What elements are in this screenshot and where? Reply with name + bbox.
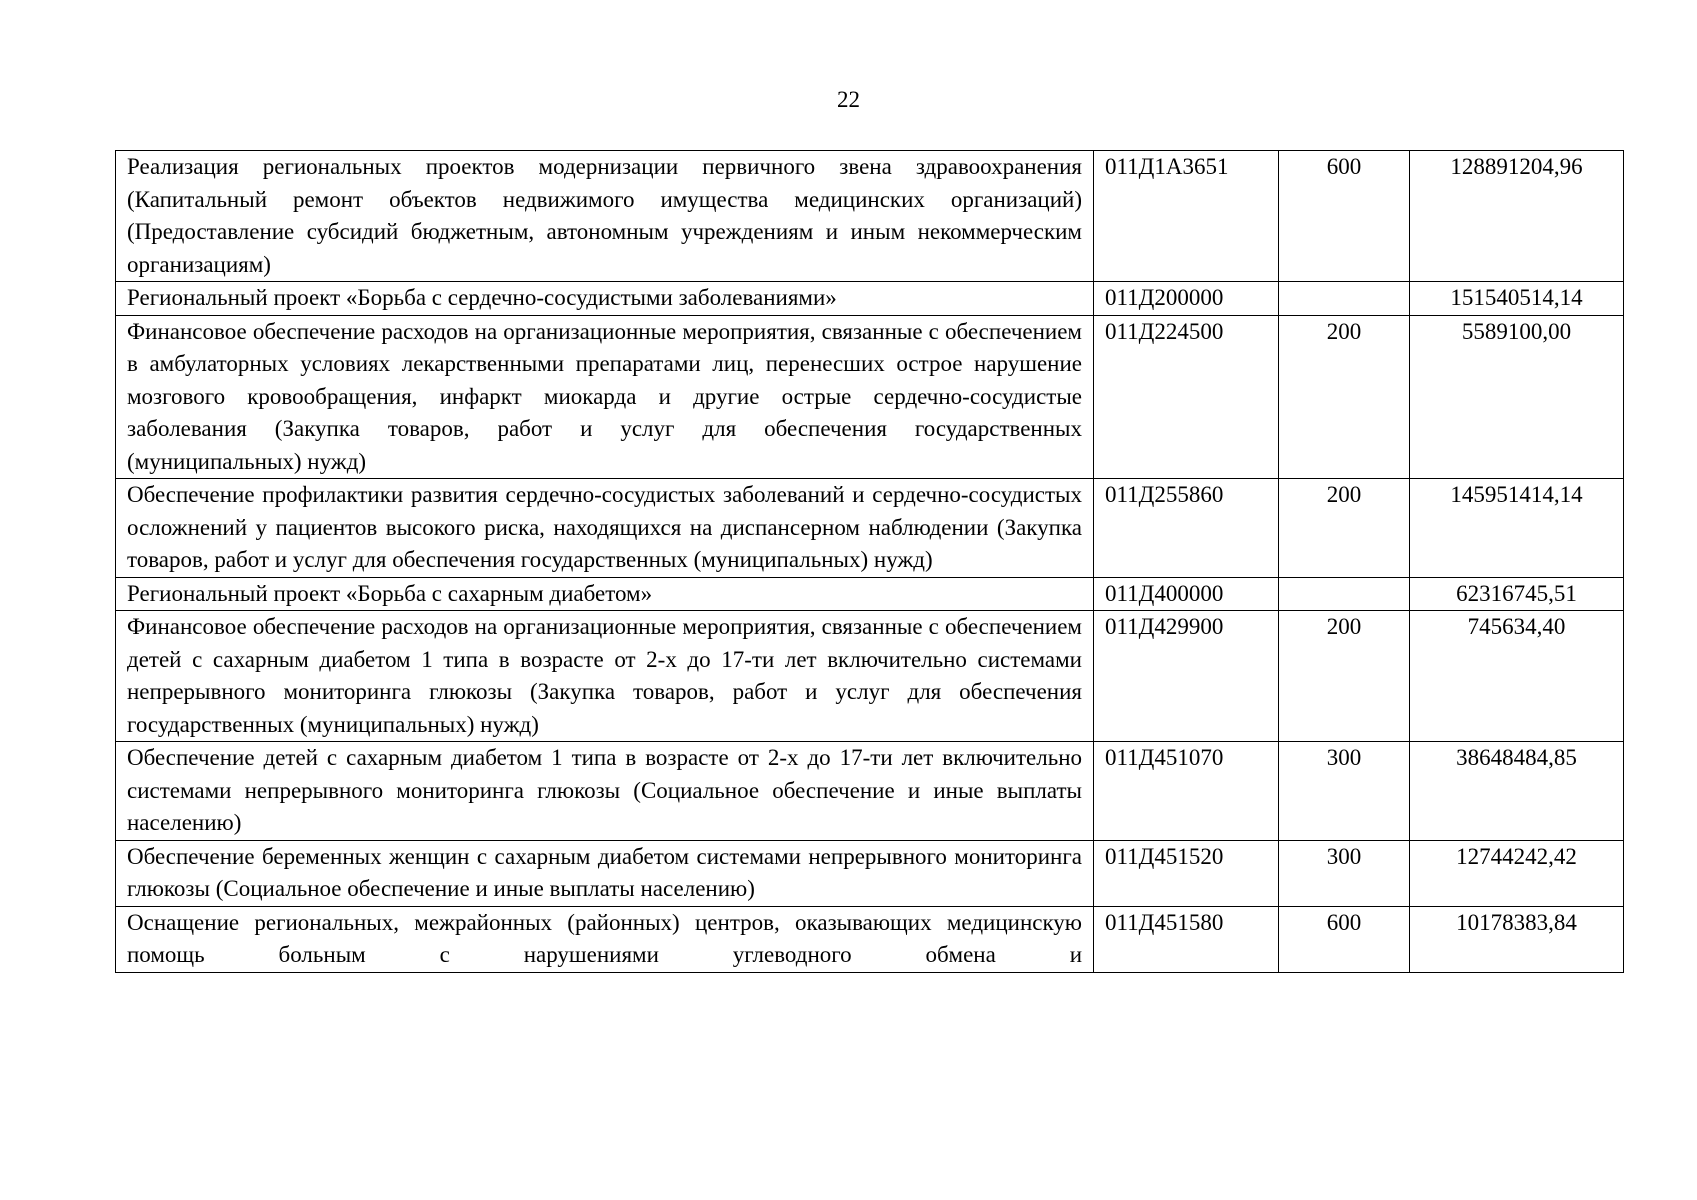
row-amount-cell: 151540514,14 xyxy=(1410,282,1624,316)
row-code-cell: 011Д224500 xyxy=(1094,315,1279,479)
row-expense-type-cell: 200 xyxy=(1279,479,1410,578)
row-name-cell: Финансовое обеспечение расходов на организационные мероприятия, связанные с обеспечением детей с сахарным диабетом 1 типа в возрасте от 2-х до 17-ти лет включительно системами непрерывного мониторинга глюкозы (Закупка товаров, работ и услуг для обеспечения государственных (муниципальных) нужд) xyxy=(116,611,1094,742)
table-row xyxy=(116,479,1624,578)
row-amount-cell: 745634,40 xyxy=(1410,611,1624,742)
table-row xyxy=(116,906,1624,972)
row-code-cell: 011Д451580 xyxy=(1094,906,1279,972)
row-expense-type-cell: 200 xyxy=(1279,611,1410,742)
table-row xyxy=(116,315,1624,479)
row-expense-type-cell: 200 xyxy=(1279,315,1410,479)
row-expense-type-cell xyxy=(1279,577,1410,611)
row-expense-type-cell: 600 xyxy=(1279,906,1410,972)
table-row xyxy=(116,840,1624,906)
row-amount-cell: 62316745,51 xyxy=(1410,577,1624,611)
row-amount-cell: 5589100,00 xyxy=(1410,315,1624,479)
row-expense-type-cell xyxy=(1279,282,1410,316)
row-amount-cell: 145951414,14 xyxy=(1410,479,1624,578)
row-code-cell: 011Д255860 xyxy=(1094,479,1279,578)
row-code-cell: 011Д451070 xyxy=(1094,742,1279,841)
row-expense-type-cell: 300 xyxy=(1279,840,1410,906)
row-name-cell: Оснащение региональных, межрайонных (районных) центров, оказывающих медицинскую помощь больным с нарушениями углеводного обмена и xyxy=(116,906,1094,972)
row-name-cell: Региональный проект «Борьба с сахарным диабетом» xyxy=(116,577,1094,611)
table-row xyxy=(116,577,1624,611)
table-row xyxy=(116,611,1624,742)
row-name-cell: Финансовое обеспечение расходов на организационные мероприятия, связанные с обеспечением в амбулаторных условиях лекарственными препаратами лиц, перенесших острое нарушение мозгового кровообращения, инфаркт миокарда и другие острые сердечно-сосудистые заболевания (Закупка товаров, работ и услуг для обеспечения государственных (муниципальных) нужд) xyxy=(116,315,1094,479)
row-code-cell: 011Д200000 xyxy=(1094,282,1279,316)
row-name-cell: Региональный проект «Борьба с сердечно-сосудистыми заболеваниями» xyxy=(116,282,1094,316)
row-expense-type-cell: 300 xyxy=(1279,742,1410,841)
row-code-cell: 011Д429900 xyxy=(1094,611,1279,742)
page-number: 22 xyxy=(837,87,860,112)
row-code-cell: 011Д451520 xyxy=(1094,840,1279,906)
row-amount-cell: 12744242,42 xyxy=(1410,840,1624,906)
row-expense-type-cell: 600 xyxy=(1279,151,1410,282)
table-row xyxy=(116,282,1624,316)
row-code-cell: 011Д400000 xyxy=(1094,577,1279,611)
table-row xyxy=(116,742,1624,841)
row-name-cell: Реализация региональных проектов модернизации первичного звена здравоохранения (Капитальный ремонт объектов недвижимого имущества медицинских организаций) (Предоставление субсидий бюджетным, автономным учреждениям и иным некоммерческим организациям) xyxy=(116,151,1094,282)
row-code-cell: 011Д1А3651 xyxy=(1094,151,1279,282)
row-name-cell: Обеспечение профилактики развития сердечно-сосудистых заболеваний и сердечно-сосудистых осложнений у пациентов высокого риска, находящихся на диспансерном наблюдении (Закупка товаров, работ и услуг для обеспечения государственных (муниципальных) нужд) xyxy=(116,479,1094,578)
row-name-cell: Обеспечение беременных женщин с сахарным диабетом системами непрерывного мониторинга глюкозы (Социальное обеспечение и иные выплаты населению) xyxy=(116,840,1094,906)
row-amount-cell: 128891204,96 xyxy=(1410,151,1624,282)
budget-table xyxy=(115,150,1624,973)
table-row xyxy=(116,151,1624,282)
row-amount-cell: 10178383,84 xyxy=(1410,906,1624,972)
row-amount-cell: 38648484,85 xyxy=(1410,742,1624,841)
row-name-cell: Обеспечение детей с сахарным диабетом 1 типа в возрасте от 2-х до 17-ти лет включительно системами непрерывного мониторинга глюкозы (Социальное обеспечение и иные выплаты населению) xyxy=(116,742,1094,841)
